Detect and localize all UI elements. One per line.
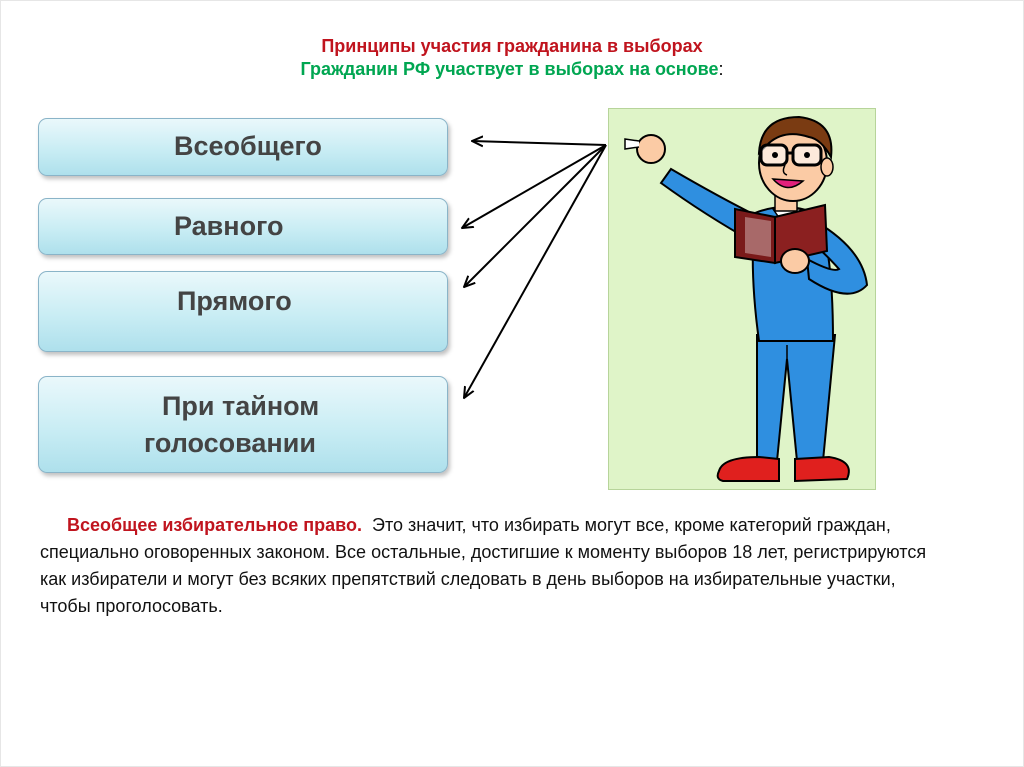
principle-equal xyxy=(38,198,448,255)
description-lead: Всеобщее избирательное право. xyxy=(67,515,363,535)
principle-label-line1: При тайном xyxy=(162,391,320,421)
principle-label: Прямого xyxy=(177,286,292,316)
principle-universal xyxy=(38,118,448,176)
principle-direct xyxy=(38,271,448,352)
principle-label: Равного xyxy=(174,211,284,241)
teacher-figure xyxy=(609,109,875,489)
teacher-illustration xyxy=(608,108,876,490)
principle-label-line2: голосовании xyxy=(144,428,316,458)
description-paragraph xyxy=(40,512,940,620)
subtitle-text: Гражданин РФ участвует в выборах на основе xyxy=(300,59,719,79)
slide-title: Принципы участия гражданина в выборах xyxy=(321,36,703,56)
principle-secret-ballot xyxy=(38,376,448,473)
slide-subtitle xyxy=(0,59,1024,80)
principle-label: Всеобщего xyxy=(174,131,322,161)
description-text: Это значит, что избирать могут все, кроме категорий граждан, специально оговоренных законом. Все остальные, достигшие к моменту выборов 18 лет, регистрируются как избиратели и могут без всяких препятствий следовать в день выборов на избирательные участки, чтобы проголосовать. xyxy=(40,515,927,616)
subtitle-colon: : xyxy=(718,59,724,79)
